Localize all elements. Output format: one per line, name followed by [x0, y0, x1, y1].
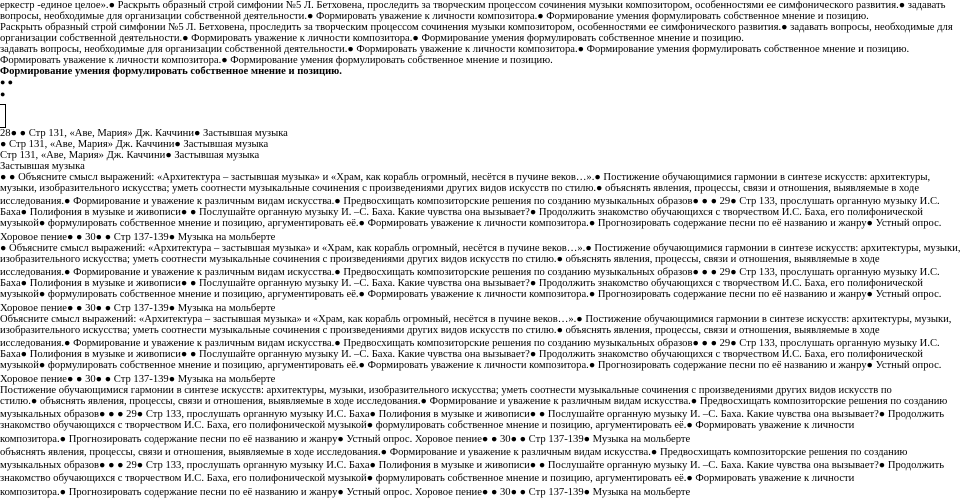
text-line: Баха● Полифония в музыке и живописи● ● Послушайте органную музыку И. –С. Баха. Какие чувства она вызывает?● Продолжить знакомство обучающихся с творчеством И.С. Баха, его полифонической: [0, 349, 923, 360]
text-line: Объясните смысл выражений: «Архитектура – застывшая музыка» и «Храм, как корабль огромный, несётся в пучине веков…».● Постижение обучающимися гармонии в синтезе искусств: архитектуры, музыки,: [0, 314, 952, 325]
text-line: изобразительного искусства; уметь соотнести музыкальные сочинения с произведениями других видов искусств по стилю.● объяснять явления, процессы, связи и отношения, выявляемые в ходе: [0, 325, 880, 336]
text-line: музыкой● формулировать собственное мнение и позицию, аргументировать её.● Формировать уважение к личности композитора.● Прогнозировать содержание песни по её названию и жанру● Устный опрос.: [0, 218, 942, 229]
text-line: еркестр -единое целое».● Раскрыть образный строй симфонии №5 Л. Бетховена, проследить за творческим процессом сочинения музыки композитором, особенностями ее симфонического развития.● задавать: [0, 0, 946, 11]
text-line: Раскрыть образный строй симфонии №5 Л. Бетховена, проследить за творческим процессом сочинения музыки композитором, особенностями ее симфонического развития.● задавать вопросы, необходимые для: [0, 22, 953, 33]
text-line: Хоровое пение● ● 30● ● Стр 137-139● Музыка на мольберте: [0, 303, 276, 314]
text-line: ● Стр 131, «Аве, Мария» Дж. Каччини● Застывшая музыка: [0, 139, 269, 150]
text-line: Стр 131, «Аве, Мария» Дж. Каччини● Застывшая музыка: [0, 150, 260, 161]
text-line: музыкальных образов● ● ● 29● Стр 133, прослушать органную музыку И.С. Баха● Полифония в музыке и живописи● ● Послушайте органную музыку И. –С. Баха. Какие чувства она вызывает?● Продолжить: [0, 460, 945, 471]
text-line: знакомство обучающихся с творчеством И.С. Баха, его полифонической музыкой● формулировать собственное мнение и позицию, аргументировать её.● Формировать уважение к личности: [0, 420, 855, 431]
text-line: исследования.● Формирование и уважение к различным видам искусства.● Предвосхищать композиторские решения по созданию музыкальных образов● ● ● 29● Стр 133, прослушать органную музыку И.С.: [0, 196, 940, 207]
text-line: исследования.● Формирование и уважение к различным видам искусства.● Предвосхищать композиторские решения по созданию музыкальных образов● ● ● 29● Стр 133, прослушать органную музыку И.С.: [0, 338, 940, 349]
text-line: ● Объясните смысл выражений: «Архитектура – застывшая музыка» и «Храм, как корабль огромный, несётся в пучине веков…».● Постижение обучающимися гармонии в синтезе искусств: архитектуры, музыки,: [0, 243, 961, 254]
stray-bullet: ●: [0, 89, 6, 99]
text-line: объяснять явления, процессы, связи и отношения, выявляемые в ходе исследования.● Формирование и уважение к различным видам искусства.● Предвосхищать композиторские решения по созданию: [0, 447, 908, 458]
text-line: организации собственной деятельности.● Формировать уважение к личности композитора.● Формирование умения формулировать собственное мнение и позицию.: [0, 33, 744, 44]
text-line: Баха● Полифония в музыке и живописи● ● Послушайте органную музыку И. –С. Баха. Какие чувства она вызывает?● Продолжить знакомство обучающихся с творчеством И.С. Баха, его полифонической: [0, 278, 923, 289]
text-line: музыки, изобразительного искусства; уметь соотнести музыкальные сочинения с произведениями других видов искусств по стилю.● объяснять явления, процессы, связи и отношения, выявляемые в ходе: [0, 183, 920, 194]
text-line: знакомство обучающихся с творчеством И.С. Баха, его полифонической музыкой● формулировать собственное мнение и позицию, аргументировать её.● Формировать уважение к личности: [0, 473, 855, 484]
stray-bullets: ● ●: [0, 77, 14, 87]
text-line: Баха● Полифония в музыке и живописи● ● Послушайте органную музыку И. –С. Баха. Какие чувства она вызывает?● Продолжить знакомство обучающихся с творчеством И.С. Баха, его полифонической: [0, 207, 923, 218]
text-line: композитора.● Прогнозировать содержание песни по её названию и жанру● Устный опрос. Хоровое пение● ● 30● ● Стр 137-139● Музыка на мольберте: [0, 434, 691, 445]
text-line: музыкальных образов● ● ● 29● Стр 133, прослушать органную музыку И.С. Баха● Полифония в музыке и живописи● ● Послушайте органную музыку И. –С. Баха. Какие чувства она вызывает?● Продолжить: [0, 409, 945, 420]
text-line: Хоровое пение● ● 30● ● Стр 137-139● Музыка на мольберте: [0, 232, 276, 243]
text-line-bold: Формирование умения формулировать собственное мнение и позицию.: [0, 66, 342, 77]
text-line: музыкой● формулировать собственное мнение и позицию, аргументировать её.● Формировать уважение к личности композитора.● Прогнозировать содержание песни по её названию и жанру● Устный опрос.: [0, 289, 942, 300]
text-line: Застывшая музыка: [0, 161, 85, 172]
text-line: вопросы, необходимые для организации собственной деятельности.● Формировать уважение к личности композитора.● Формирование умения формулировать собственное мнение и позицию.: [0, 11, 869, 22]
text-line: Постижение обучающимися гармонии в синтезе искусств: архитектуры, музыки, изобразительного искусства; уметь соотнести музыкальные сочинения с произведениями других видов искусств по: [0, 385, 892, 396]
text-line: Формировать уважение к личности композитора.● Формирование умения формулировать собственное мнение и позицию.: [0, 55, 553, 66]
text-line: 28● ● Стр 131, «Аве, Мария» Дж. Каччини● Застывшая музыка: [0, 128, 288, 139]
text-line: изобразительного искусства; уметь соотнести музыкальные сочинения с произведениями других видов искусств по стилю.● объяснять явления, процессы, связи и отношения, выявляемые в ходе: [0, 254, 880, 265]
text-line: композитора.● Прогнозировать содержание песни по её названию и жанру● Устный опрос. Хоровое пение● ● 30● ● Стр 137-139● Музыка на мольберте: [0, 487, 691, 498]
text-line: Хоровое пение● ● 30● ● Стр 137-139● Музыка на мольберте: [0, 374, 276, 385]
text-line: музыкой● формулировать собственное мнение и позицию, аргументировать её.● Формировать уважение к личности композитора.● Прогнозировать содержание песни по её названию и жанру● Устный опрос.: [0, 360, 942, 371]
text-line: задавать вопросы, необходимые для организации собственной деятельности.● Формировать уважение к личности композитора.● Формирование умения формулировать собственное мнение и позицию.: [0, 44, 910, 55]
text-line: ● ● Объясните смысл выражений: «Архитектура – застывшая музыка» и «Храм, как корабль огромный, несётся в пучине веков…».● Постижение обучающимися гармонии в синтезе искусств: архитектуры,: [0, 172, 931, 183]
text-line: исследования.● Формирование и уважение к различным видам искусства.● Предвосхищать композиторские решения по созданию музыкальных образов● ● ● 29● Стр 133, прослушать органную музыку И.С.: [0, 267, 940, 278]
table-cell-fragment: [0, 104, 6, 128]
text-line: стилю.● объяснять явления, процессы, связи и отношения, выявляемые в ходе исследования.● Формирование и уважение к различным видам искусства.● Предвосхищать композиторские решения по созданию: [0, 396, 948, 407]
